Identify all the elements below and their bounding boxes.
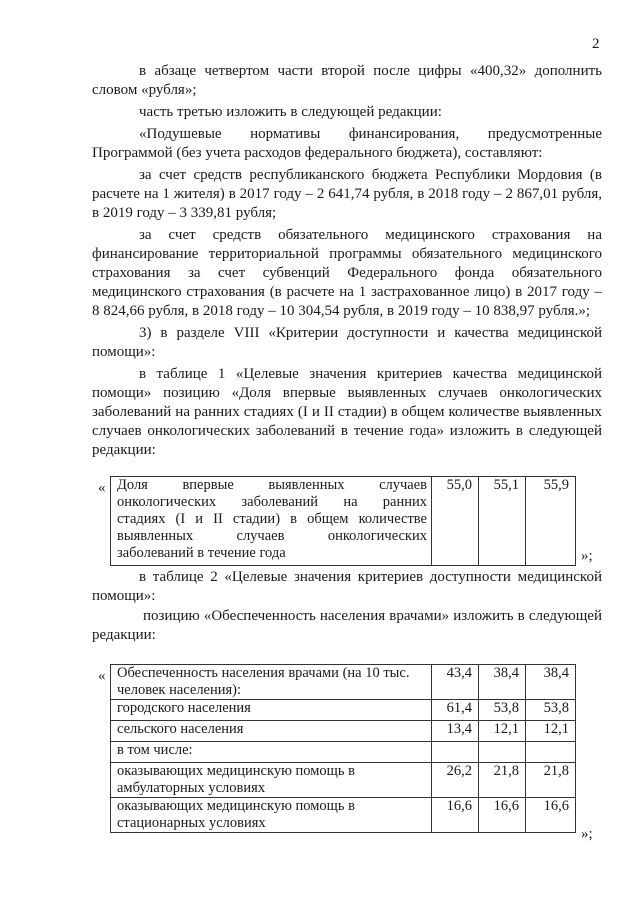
table-2-value-2018: 12,1 [479,721,526,742]
table-2-label-cell [111,721,432,742]
table-row [111,700,576,721]
table-2-value-2017: 13,4 [432,721,479,742]
table-2-value-2018: 53,8 [479,700,526,721]
para-7-line-1: в таблице 1 «Целевые значения критериев качества медицинской [139,366,602,382]
table-2-label-line: оказывающих медицинскую помощь в [117,763,355,779]
table-1-open-quote: « [98,480,106,496]
para-5-line-2: финансирование территориальной программы обязательного медицинского [92,246,602,262]
table-1-label-line: выявленных случаев онкологических [117,528,427,544]
table-2-label-line: стационарных условиях [117,815,266,831]
para-5-line-5: 8 824,66 рубля, в 2018 году – 10 304,54 рубля, в 2019 году – 10 838,97 рубля.»; [92,303,591,319]
para-5-line-1: за счет средств обязательного медицинского страхования на [139,227,602,243]
para-8-line-1: в таблице 2 «Целевые значения критериев доступности медицинской [139,569,602,585]
table-1 [110,476,576,566]
table-2-label-line: Обеспеченность населения врачами (на 10 тыс. [117,665,410,681]
table-1-label-cell [111,477,432,566]
table-2-label-line: оказывающих медицинскую помощь в [117,798,355,814]
table-row [111,742,576,763]
table-2-label-line: человек населения): [117,682,242,698]
table-row [111,477,576,566]
para-3-line-2: Программой (без учета расходов федерального бюджета), составляют: [92,145,543,161]
table-1-close-quote: »; [581,548,593,564]
table-2-value-2018: 16,6 [479,798,526,833]
table-2-label-line: сельского населения [117,721,244,737]
table-2-close-quote: »; [581,826,593,842]
para-4-line-3: в 2019 году – 3 339,81 рубля; [92,205,277,221]
table-2-label-cell [111,742,432,763]
para-5-line-4: медицинского страхования (в расчете на 1 застрахованное лицо) в 2017 году – [92,284,602,300]
para-9-line-2: редакции: [92,627,156,643]
table-2-label-cell [111,763,432,798]
para-1-line-1: в абзаце четвертом части второй после цифры «400,32» дополнить [139,63,602,79]
para-1-line-2: словом «рубля»; [92,82,197,98]
table-1-value-2019: 55,9 [526,477,576,566]
para-7-line-3: заболеваний на ранних стадиях (I и II стадии) в общем количестве выявленных [92,404,602,420]
para-4-line-2: расчете на 1 жителя) в 2017 году – 2 641,74 рубля, в 2018 году – 2 867,01 рубля, [92,186,602,202]
table-2-value-2019 [526,742,576,763]
page-number: 2 [592,36,600,52]
table-2-value-2017: 61,4 [432,700,479,721]
para-5-line-3: страхования за счет субвенций Федерального фонда обязательного [92,265,602,281]
para-7-line-2: помощи» позицию «Доля впервые выявленных случаев онкологических [92,385,602,401]
para-6-line-2: помощи»: [92,344,156,360]
table-row [111,665,576,700]
table-2-label-cell [111,798,432,833]
table-2-value-2017: 43,4 [432,665,479,700]
para-3-line-1: «Подушевые нормативы финансирования, предусмотренные [139,126,602,142]
table-1-label-line: заболеваний в течение года [117,545,286,561]
para-7-line-4: случаев онкологических заболеваний в течение года» изложить в следующей [92,423,602,439]
table-2-value-2019: 12,1 [526,721,576,742]
table-2-label-cell [111,665,432,700]
table-2-value-2017 [432,742,479,763]
table-2-value-2017: 16,6 [432,798,479,833]
para-7-line-5: редакции: [92,442,156,458]
table-1-label-line: Доля впервые выявленных случаев [117,477,427,493]
para-8-line-2: помощи»: [92,588,156,604]
table-row [111,721,576,742]
para-2-line-1: часть третью изложить в следующей редакции: [139,104,442,120]
table-1-label-line: онкологических заболеваний на ранних [117,494,427,510]
table-2-label-line: амбулаторных условиях [117,780,266,796]
para-9-line-1: позицию «Обеспеченность населения врачами» изложить в следующей [143,608,602,624]
table-2-value-2019: 21,8 [526,763,576,798]
table-2-value-2019: 16,6 [526,798,576,833]
table-2-value-2018: 21,8 [479,763,526,798]
table-1-value-2017: 55,0 [432,477,479,566]
table-row [111,763,576,798]
table-2-value-2017: 26,2 [432,763,479,798]
table-2 [110,664,576,833]
para-4-line-1: за счет средств республиканского бюджета Республики Мордовия (в [139,167,602,183]
table-2-value-2018 [479,742,526,763]
table-2-label-cell [111,700,432,721]
table-1-value-2018: 55,1 [479,477,526,566]
table-2-value-2019: 38,4 [526,665,576,700]
para-6-line-1: 3) в разделе VIII «Критерии доступности и качества медицинской [139,325,602,341]
table-2-label-line: в том числе: [117,742,193,758]
table-2-value-2019: 53,8 [526,700,576,721]
table-2-value-2018: 38,4 [479,665,526,700]
table-2-open-quote: « [98,668,106,684]
table-2-label-line: городского населения [117,700,251,716]
table-1-label-line: стадиях (I и II стадии) в общем количестве [117,511,427,527]
table-row [111,798,576,833]
